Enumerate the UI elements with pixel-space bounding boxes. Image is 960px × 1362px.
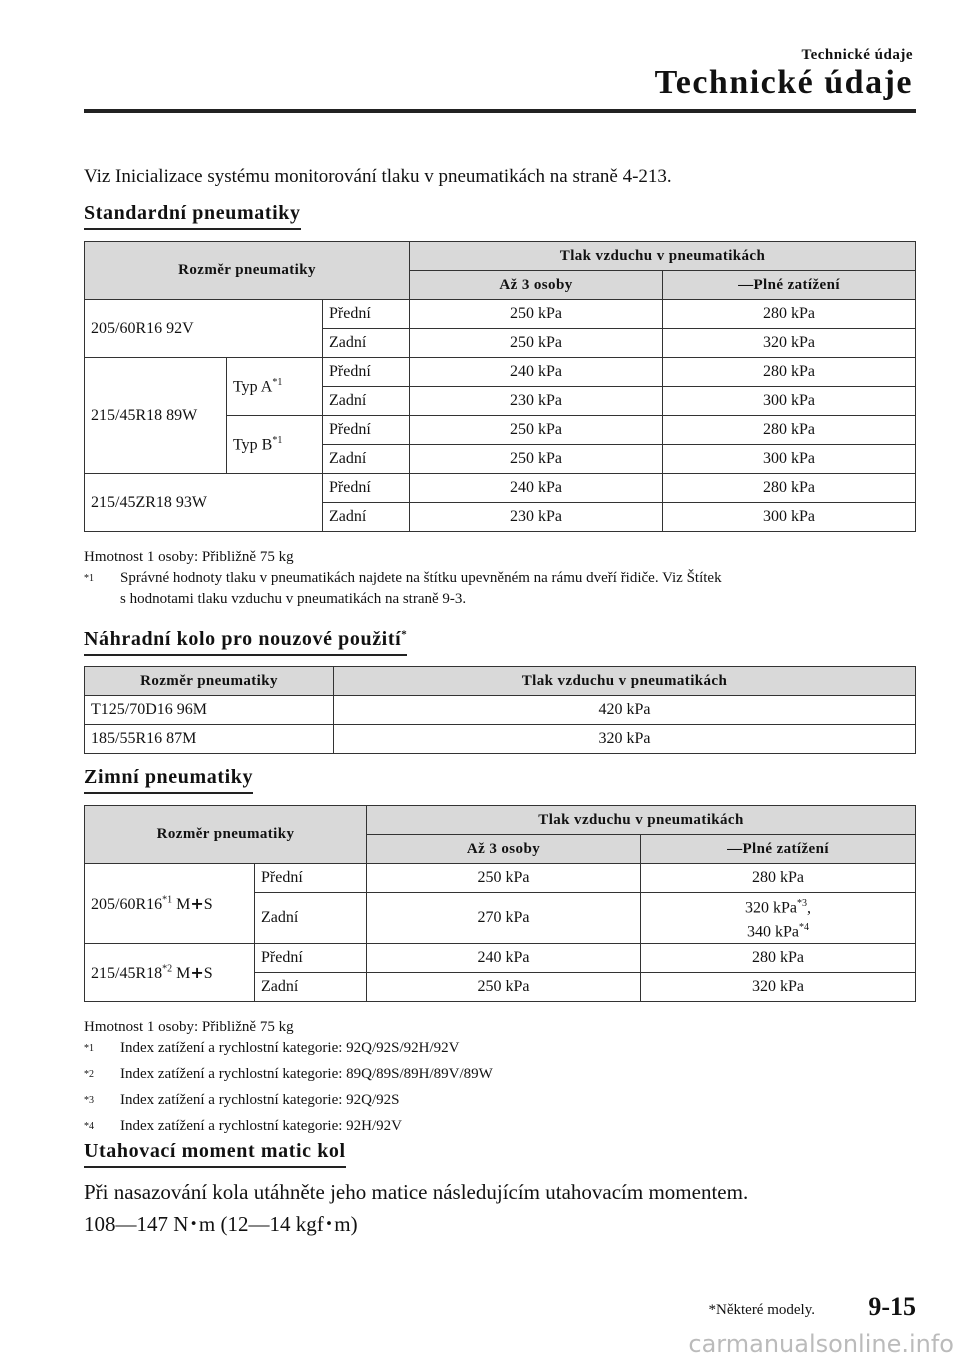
footnote-text: Index zatížení a rychlostní kategorie: 89Q/89S/89H/89V/89W bbox=[120, 1066, 493, 1082]
pressure-value: 230 kPa bbox=[410, 387, 663, 416]
table-row bbox=[85, 300, 916, 329]
col-header-full-load: ―Plné zatížení bbox=[663, 271, 916, 300]
axle-label: Zadní bbox=[323, 329, 410, 358]
col-header-size: Rozměr pneumatiky bbox=[85, 806, 367, 864]
header-rule bbox=[84, 109, 916, 113]
table-row bbox=[85, 696, 916, 725]
torque-value: 108―147 N･m (12―14 kgf･m) bbox=[84, 1212, 358, 1236]
intro-text: Viz Inicializace systému monitorování tlaku v pneumatikách na straně 4-213. bbox=[84, 166, 672, 187]
winter-notes bbox=[84, 1017, 493, 1142]
weight-note: Hmotnost 1 osoby: Přibližně 75 kg bbox=[84, 1019, 294, 1035]
col-header-size: Rozměr pneumatiky bbox=[85, 242, 410, 300]
section-spare-title: Náhradní kolo pro nouzové použití* bbox=[84, 628, 407, 656]
pressure-value: 320 kPa bbox=[334, 725, 916, 754]
pressure-value: 250 kPa bbox=[410, 329, 663, 358]
footnote-mark: *3 bbox=[84, 1095, 94, 1106]
section-winter-title: Zimní pneumatiky bbox=[84, 766, 253, 794]
mud-snow-plus-icon: + bbox=[190, 962, 204, 982]
pressure-value: 250 kPa bbox=[410, 445, 663, 474]
pressure-value: 280 kPa bbox=[641, 864, 916, 893]
footnote-text: Správné hodnoty tlaku v pneumatikách najdete na štítku upevněném na rámu dveří řidiče. Viz Štítek s hodnotami tlaku vzduchu v pneumatikách na straně 9-3. bbox=[120, 570, 722, 607]
pressure-value: 420 kPa bbox=[334, 696, 916, 725]
footnote-mark: *4 bbox=[84, 1121, 94, 1132]
axle-label: Zadní bbox=[323, 503, 410, 532]
footnote bbox=[84, 1038, 493, 1064]
table-row bbox=[85, 864, 916, 893]
axle-label: Zadní bbox=[255, 893, 367, 944]
pressure-value: 300 kPa bbox=[663, 503, 916, 532]
header-title: Technické údaje bbox=[654, 64, 913, 101]
axle-label: Zadní bbox=[323, 387, 410, 416]
type-label bbox=[227, 416, 323, 474]
tire-size: 215/45ZR18 93W bbox=[85, 474, 323, 532]
footnote-mark: *1 bbox=[84, 573, 94, 584]
tire-size: 205/60R16 92V bbox=[85, 300, 323, 358]
pressure-value: 230 kPa bbox=[410, 503, 663, 532]
footnote-mark: *1 bbox=[272, 434, 283, 446]
pressure-value: 280 kPa bbox=[663, 358, 916, 387]
pressure-value: 250 kPa bbox=[367, 864, 641, 893]
type-label bbox=[227, 358, 323, 416]
tire-size: T125/70D16 96M bbox=[85, 696, 334, 725]
pressure-value: 250 kPa bbox=[410, 300, 663, 329]
pressure-value-multi: 320 kPa$^{*3}$, 340 kPa$^{*4}$ bbox=[641, 893, 916, 944]
footer-note: *Některé modely. bbox=[708, 1302, 815, 1318]
pressure-value: 250 kPa bbox=[410, 416, 663, 445]
section-torque-title: Utahovací moment matic kol bbox=[84, 1140, 346, 1168]
footnote-mark: *2 bbox=[84, 1069, 94, 1080]
header-section-label: Technické údaje bbox=[801, 47, 913, 63]
pressure-value: 300 kPa bbox=[663, 387, 916, 416]
footnote bbox=[84, 1116, 493, 1142]
axle-label: Přední bbox=[255, 944, 367, 973]
winter-tire-table bbox=[84, 805, 916, 1002]
axle-label: Přední bbox=[323, 474, 410, 503]
col-header-pressure: Tlak vzduchu v pneumatikách bbox=[334, 667, 916, 696]
footnote bbox=[84, 568, 722, 610]
col-header-3-persons: Až 3 osoby bbox=[410, 271, 663, 300]
col-header-pressure: Tlak vzduchu v pneumatikách bbox=[367, 806, 916, 835]
pressure-value: 320 kPa bbox=[641, 973, 916, 1002]
standard-notes bbox=[84, 547, 722, 610]
pressure-value: 320 kPa bbox=[663, 329, 916, 358]
table-row bbox=[85, 944, 916, 973]
col-header-full-load: ―Plné zatížení bbox=[641, 835, 916, 864]
pressure-value: 300 kPa bbox=[663, 445, 916, 474]
axle-label: Přední bbox=[323, 416, 410, 445]
col-header-3-persons: Až 3 osoby bbox=[367, 835, 641, 864]
torque-instruction: Při nasazování kola utáhněte jeho matice následujícím utahovacím momentem. bbox=[84, 1180, 749, 1204]
axle-label: Přední bbox=[255, 864, 367, 893]
type-a-label: Typ A bbox=[233, 378, 273, 396]
axle-label: Přední bbox=[323, 358, 410, 387]
footnote-text: Index zatížení a rychlostní kategorie: 92Q/92S/92H/92V bbox=[120, 1040, 460, 1056]
footnote-text: Index zatížení a rychlostní kategorie: 92H/92V bbox=[120, 1118, 402, 1134]
watermark: carmanualsonline.info bbox=[688, 1330, 954, 1358]
tire-size: 185/55R16 87M bbox=[85, 725, 334, 754]
axle-label: Zadní bbox=[323, 445, 410, 474]
axle-label: Přední bbox=[323, 300, 410, 329]
pressure-value: 240 kPa bbox=[367, 944, 641, 973]
pressure-value: 280 kPa bbox=[663, 474, 916, 503]
spare-tire-table bbox=[84, 666, 916, 754]
section-standard-title: Standardní pneumatiky bbox=[84, 202, 301, 230]
col-header-size: Rozměr pneumatiky bbox=[85, 667, 334, 696]
pressure-value: 280 kPa bbox=[663, 416, 916, 445]
table-row bbox=[85, 725, 916, 754]
pressure-value: 250 kPa bbox=[367, 973, 641, 1002]
table-row bbox=[85, 474, 916, 503]
footnote bbox=[84, 1090, 493, 1116]
footnote-text: Index zatížení a rychlostní kategorie: 92Q/92S bbox=[120, 1092, 400, 1108]
pressure-value: 280 kPa bbox=[663, 300, 916, 329]
col-header-pressure: Tlak vzduchu v pneumatikách bbox=[410, 242, 916, 271]
footnote bbox=[84, 1064, 493, 1090]
tire-size: 215/45R18 89W bbox=[85, 358, 227, 474]
weight-note: Hmotnost 1 osoby: Přibližně 75 kg bbox=[84, 549, 294, 565]
pressure-value: 240 kPa bbox=[410, 474, 663, 503]
tire-size: 215/45R18$^{*2}$ M+S bbox=[85, 944, 255, 1002]
pressure-value: 270 kPa bbox=[367, 893, 641, 944]
pressure-value: 240 kPa bbox=[410, 358, 663, 387]
table-row bbox=[85, 358, 916, 387]
mud-snow-plus-icon: + bbox=[190, 893, 204, 913]
footnote-mark: *1 bbox=[84, 1043, 94, 1054]
standard-tire-table bbox=[84, 241, 916, 532]
axle-label: Zadní bbox=[255, 973, 367, 1002]
page-number: 9-15 bbox=[868, 1292, 916, 1321]
type-b-label: Typ B bbox=[233, 436, 273, 454]
pressure-value: 280 kPa bbox=[641, 944, 916, 973]
tire-size: 205/60R16$^{*1}$ M+S bbox=[85, 864, 255, 944]
footnote-mark: *1 bbox=[272, 376, 283, 388]
